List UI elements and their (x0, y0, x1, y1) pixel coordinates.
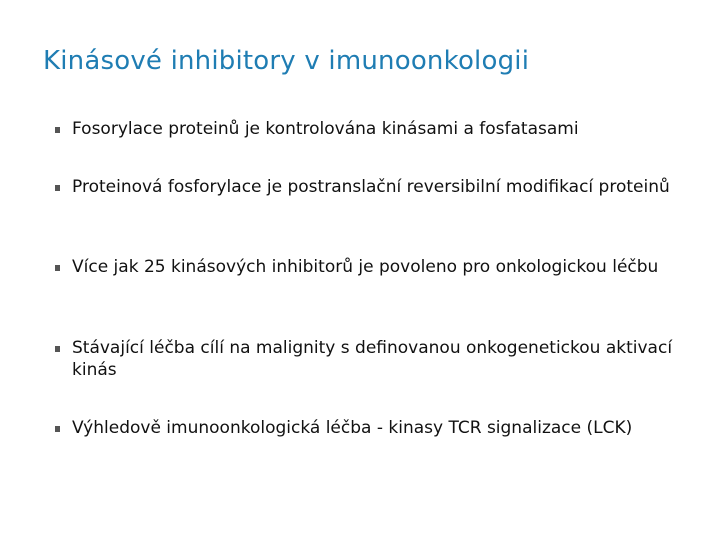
square-bullet-icon (55, 346, 60, 352)
bullet-text: Proteinová fosforylace je postranslační reversibilní modifikací proteinů (72, 177, 670, 197)
square-bullet-icon (55, 185, 60, 191)
square-bullet-icon (55, 127, 60, 133)
bullet-text: Fosorylace proteinů je kontrolována kinásami a fosfatasami (72, 119, 579, 139)
bullet-item (55, 118, 705, 140)
bullet-text: Více jak 25 kinásových inhibitorů je povoleno pro onkologickou léčbu (72, 257, 659, 277)
bullet-item (55, 256, 705, 278)
square-bullet-icon (55, 426, 60, 432)
square-bullet-icon (55, 265, 60, 271)
bullet-item (55, 417, 705, 439)
bullet-item (55, 176, 705, 198)
bullet-text: Stávající léčba cílí na malignity s definovanou onkogenetickou aktivací kinás (72, 338, 673, 380)
slide-title: Kinásové inhibitory v imunoonkologii (43, 46, 530, 76)
bullet-item (55, 337, 705, 381)
bullet-text: Výhledově imunoonkologická léčba - kinasy TCR signalizace (LCK) (72, 418, 633, 438)
